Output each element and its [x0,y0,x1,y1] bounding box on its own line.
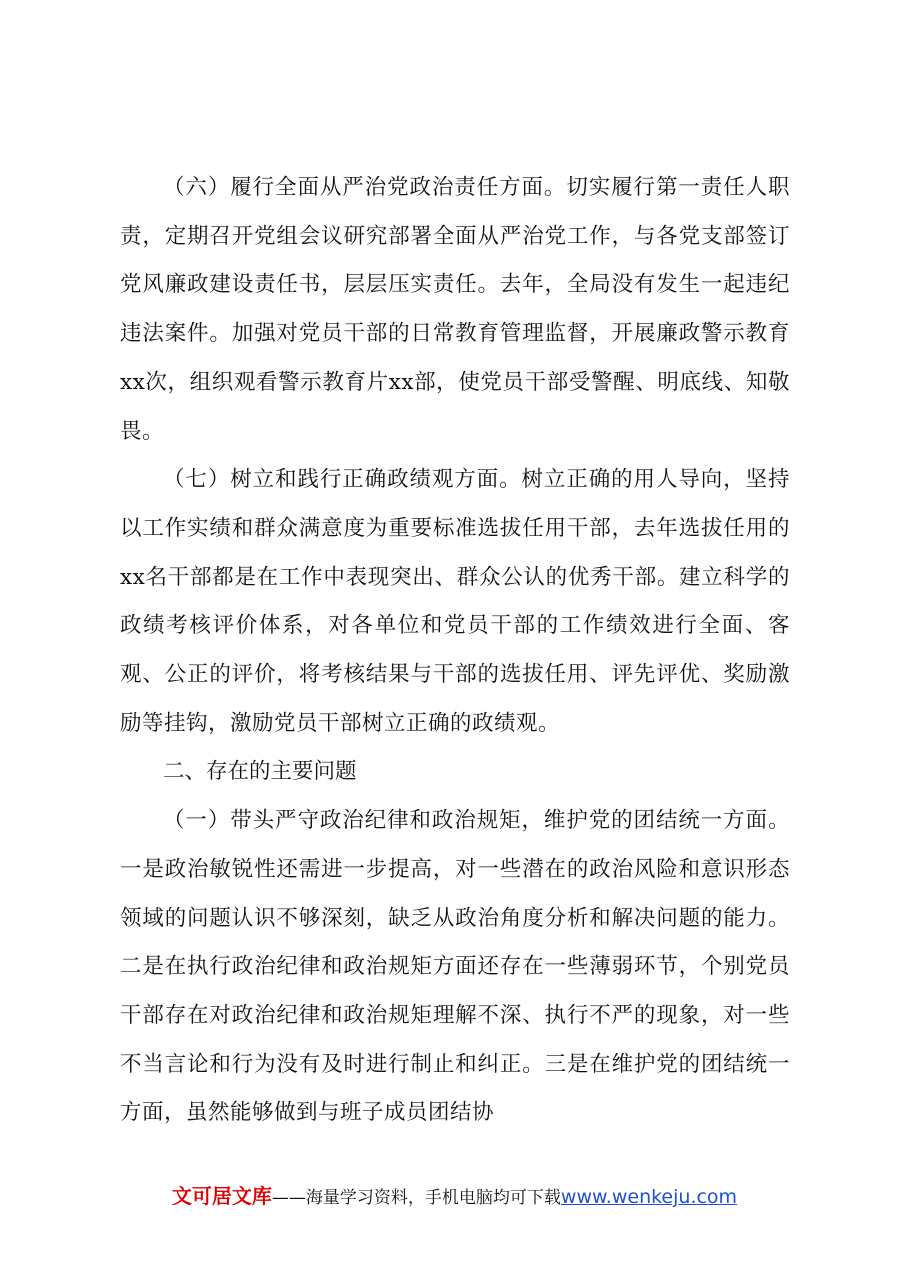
footer-brand: 文可居文库 [171,1184,272,1208]
document-body [120,164,790,1138]
paragraph-performance-view: （七）树立和践行正确政绩观方面。树立正确的用人导向，坚持以工作实绩和群众满意度为重要标准选拔任用干部，去年选拔任用的xx名干部都是在工作中表现突出、群众公认的优秀干部。建立科学的政绩考核评价体系，对各单位和党员干部的工作绩效进行全面、客观、公正的评价，将考核结果与干部的选拔任用、评先评优、奖励激励等挂钩，激励党员干部树立正确的政绩观。 [120,467,790,736]
footer-site-link[interactable]: www.wenkeju.com [560,1186,738,1208]
paragraph-political-discipline: （一）带头严守政治纪律和政治规矩，维护党的团结统一方面。一是政治敏锐性还需进一步提高，对一些潜在的政治风险和意识形态领域的问题认识不够深刻，缺乏从政治角度分析和解决问题的能力。二是在执行政治纪律和政治规矩方面还存在一些薄弱环节，个别党员干部存在对政治纪律和政治规矩理解不深、执行不严的现象，对一些不当言论和行为没有及时进行制止和纠正。三是在维护党的团结统一方面，虽然能够做到与班子成员团结协 [120,808,790,1126]
footer-banner [0,1182,909,1212]
section-heading-problems: 二、存在的主要问题 [163,759,357,785]
paragraph-responsibility: （六）履行全面从严治党政治责任方面。切实履行第一责任人职责，定期召开党组会议研究部署全面从严治党工作，与各党支部签订党风廉政建设责任书，层层压实责任。去年，全局没有发生一起违纪违法案件。加强对党员干部的日常教育管理监督，开展廉政警示教育xx次，组织观看警示教育片xx部，使党员干部受警醒、明底线、知敬畏。 [120,175,790,444]
footer-slogan: ——海量学习资料，手机电脑均可下载 [271,1188,561,1208]
